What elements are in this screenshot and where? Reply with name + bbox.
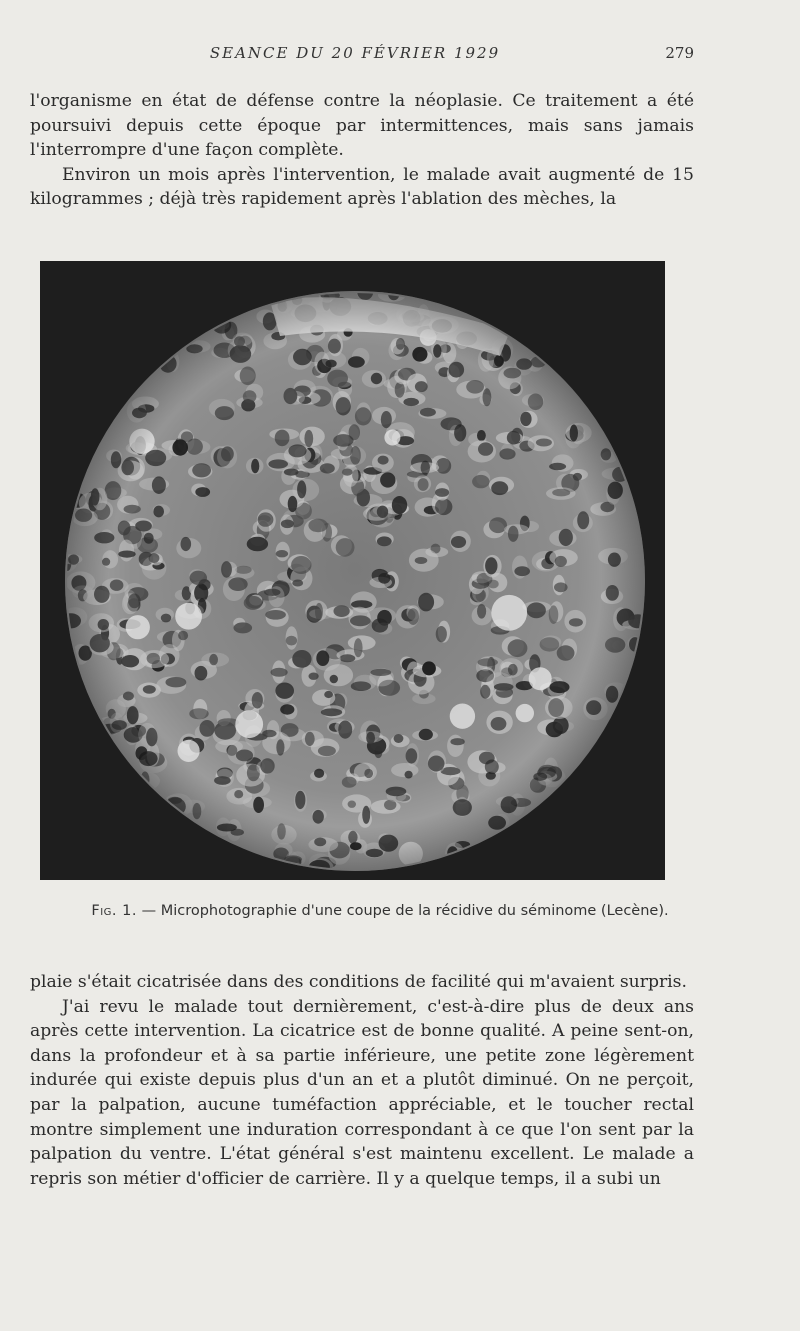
figure-label: Fig. 1. xyxy=(91,903,137,919)
page-number: 279 xyxy=(665,44,694,62)
paragraph: Environ un mois après l'intervention, le malade avait augmenté de 15 kilogrammes ; déjà très rapidement après l'ablation des mèches, la xyxy=(30,164,694,209)
paragraph: J'ai revu le malade tout dernièrement, c'est-à-dire plus de deux ans après cette intervention. La cicatrice est de bonne qualité. A peine sent-on, dans la profondeur et à sa partie inférieure, une petite zone légèrement indurée qui existe depuis plus d'un an et a plutôt diminué. On ne perçoit, par la palpation, aucune tuméfaction appréciable, et le toucher rectal montre simplement une induration correspondant à ce que l'on sent par la palpation du ventre. L'état général s'est maintenu excellent. Le malade a repris son métier d'officier de carrière. Il y a quelque temps, il a subi un xyxy=(30,996,694,1189)
micrograph-figure xyxy=(40,261,665,880)
paragraph: plaie s'était cicatrisée dans des conditions de facilité qui m'avaient surpris. xyxy=(30,972,687,992)
body-text-bottom xyxy=(30,970,694,1191)
running-title: SEANCE DU 20 FÉVRIER 1929 xyxy=(209,44,501,62)
paragraph: l'organisme en état de défense contre la néoplasie. Ce traitement a été poursuivi depuis cette époque par intermittences, mais sans jamais l'interrompre d'une façon complète. xyxy=(30,91,694,160)
running-head xyxy=(0,44,800,68)
body-text-top xyxy=(30,89,694,212)
micrograph-image xyxy=(40,261,665,880)
caption-text: — Microphotographie d'une coupe de la récidive du séminome (Lecène). xyxy=(136,903,669,919)
figure-caption xyxy=(0,903,760,919)
